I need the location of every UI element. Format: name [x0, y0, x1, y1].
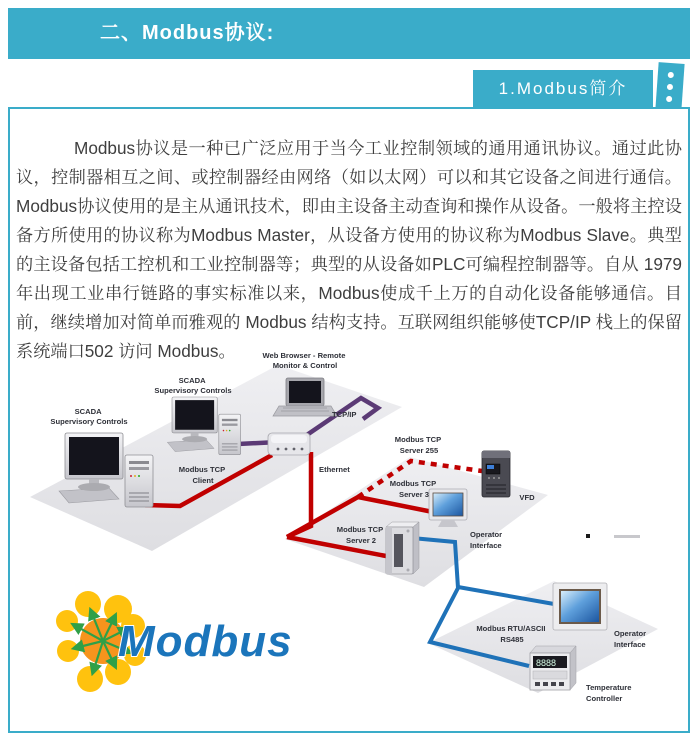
- label-ethernet: Ethernet: [319, 465, 350, 474]
- label-scada-mid: SCADA Supervisory Controls: [154, 376, 232, 395]
- label-rtu: Modbus RTU/ASCII RS485: [476, 624, 546, 644]
- label-vfd: VFD: [519, 493, 535, 502]
- intro-paragraph: Modbus协议是一种已广泛应用于当今工业控制领域的通用通讯协议。通过此协议，控制器相互之间、或控制器经由网络（如以太网）可以和其它设备之间进行通信。Modbus协议使用的是主从通讯技术，即由主设备主动查询和操作从设备。一般将主控设备方所使用的协议称为Modbus Master，从设备方使用的协议称为Modbus Slave。典型的主设备包括工控机和工业控制器等；典型的从设备如PLC可编程控制器等。自从 1979 年出现工业串行链路的事实标准以来，Modbus使成千上万的自动化设备能够通信。目前，继续增加对简单而雅观的 Modbus 结构支持。互联网组织能够使TCP/IP 栈上的保留系统端口502 访问 Modbus。: [16, 138, 682, 361]
- operator-interface-2: [553, 583, 607, 630]
- temperature-controller: [530, 646, 576, 690]
- ethernet-hub: [268, 433, 310, 455]
- label-operator1: Operator Interface: [470, 530, 503, 550]
- vfd-drive: [482, 451, 510, 497]
- artifact-dot: [586, 534, 590, 538]
- plc-server-2: [386, 522, 419, 574]
- label-server3: Modbus TCP Server 3: [389, 479, 437, 499]
- page-title: 二、Modbus协议:: [100, 22, 275, 44]
- label-tcpip: TCP/IP: [332, 410, 357, 419]
- label-scada-left: SCADA Supervisory Controls: [50, 407, 128, 426]
- modbus-network-diagram: [22, 345, 690, 735]
- label-temperature: Temperature Controller: [586, 683, 632, 703]
- svg-text:8888: 8888: [536, 658, 557, 668]
- modbus-logo-text: Modbus: [118, 617, 293, 666]
- dots-decoration: [655, 62, 684, 111]
- section-banner: [8, 8, 690, 59]
- artifact-dash: [614, 535, 640, 538]
- tab-modbus-intro[interactable]: 1.Modbus简介: [473, 70, 653, 107]
- label-operator2: Operator Interface: [614, 629, 647, 649]
- modbus-logo: [56, 591, 293, 692]
- label-server2: Modbus TCP Server 2: [336, 525, 384, 545]
- dot-icon: [668, 71, 674, 77]
- label-web-browser: Web Browser - Remote Monitor & Control: [262, 351, 346, 370]
- dot-icon: [666, 95, 672, 101]
- label-server255: Modbus TCP Server 255: [394, 435, 442, 455]
- dot-icon: [667, 83, 673, 89]
- label-modbus-tcp-client: Modbus TCP Client: [178, 465, 226, 485]
